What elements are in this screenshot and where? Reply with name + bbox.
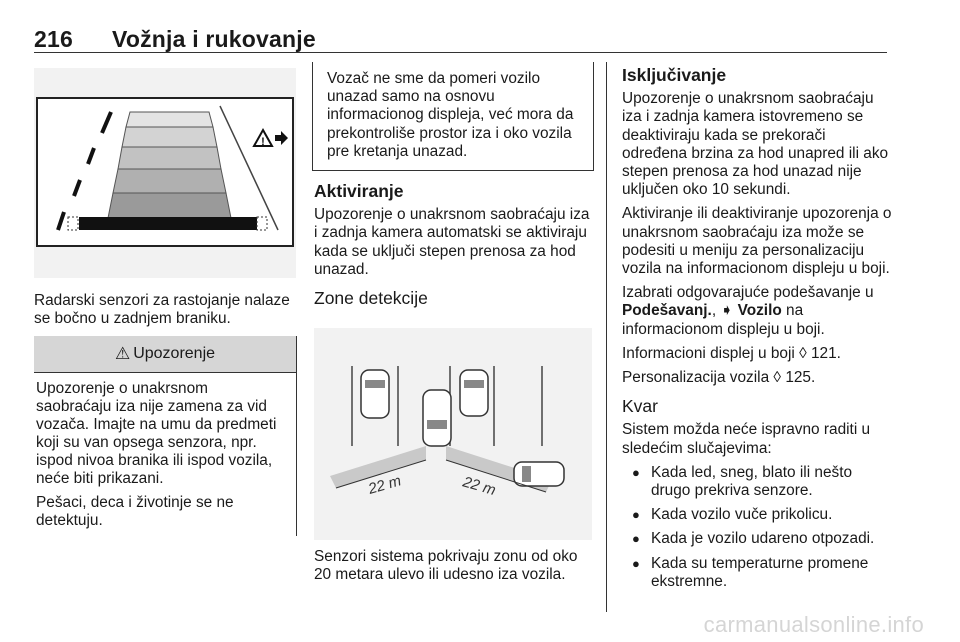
notice-box: [312, 62, 594, 171]
rear-camera-display-figure: [34, 68, 296, 278]
warning-triangle-icon: ⚠: [114, 344, 131, 363]
watermark: carmanualsonline.info: [703, 612, 924, 637]
distance-label-left: 22 m: [366, 472, 404, 498]
menu-item-vozilo: Vozilo: [737, 302, 782, 320]
menu-item-podesavanja: Podešavanj.: [622, 302, 712, 320]
detection-zones-figure: [314, 328, 592, 540]
menu-arrow-icon: ➧: [720, 302, 734, 320]
section-heading-zone: Zone detekcije: [314, 288, 428, 309]
iskljucivanje-text: Upozorenje o unakrsnom saobraćaju iza i zadnja kamera istovremeno se deaktiviraju kada se prekorači određena brzina za hod unapred ili ako stepen prenosa za hod unazad nije uključen oko 10 sekundi.: [622, 90, 889, 199]
detection-zones-illustration: [314, 328, 592, 540]
section-heading-aktiviranje: Aktiviranje: [314, 181, 404, 201]
rear-camera-display-illustration: [34, 68, 296, 278]
warning-box: [34, 336, 297, 536]
header-rule: [34, 52, 887, 53]
iskljucivanje-menu-path: Izabrati odgovarajuće podešavanje u Podešavanj., ➧ Vozilo na informacionom displeju u boji.: [622, 284, 874, 338]
distance-label-right: 22 m: [460, 473, 498, 500]
warning-paragraph: Pešaci, deca i životinje se ne detektuju.: [36, 494, 234, 529]
list-item: ● Kada su temperaturne promene ekstremne.: [622, 555, 892, 591]
kvar-list: [622, 464, 892, 591]
figure1-caption: Radarski senzori za rastojanje nalaze se bočno u zadnjem braniku.: [34, 292, 290, 327]
section-heading-iskljucivanje: Isključivanje: [622, 65, 727, 85]
list-item: ● Kada led, sneg, blato ili nešto drugo prekriva senzore.: [622, 464, 892, 500]
column-divider: [606, 62, 607, 612]
list-item: ● Kada vozilo vuče prikolicu.: [622, 506, 892, 524]
chapter-title: Vožnja i rukovanje: [112, 26, 316, 52]
aktiviranje-text: Upozorenje o unakrsnom saobraćaju iza i zadnja kamera automatski se aktiviraju kada se uključi stepen prenosa za hod unazad.: [314, 206, 590, 278]
iskljucivanje-text: Aktiviranje ili deaktiviranje upozorenja o unakrsnom saobraćaju iza može se podesiti u meniju za personalizaciju vozila na informacionom displeju u boji.: [622, 205, 892, 278]
reference-icon: ◊: [773, 369, 782, 387]
warning-title: Upozorenje: [133, 345, 216, 362]
reference-icon: ◊: [799, 344, 807, 362]
warning-paragraph: Upozorenje o unakrsnom saobraćaju iza nije zamena za vid vozača. Imajte na umu da predmeti koji su van opsega senzora, npr. ispod nivoa branika ili ispod vozila, neće biti prikazani.: [36, 380, 277, 487]
kvar-intro: Sistem možda neće ispravno raditi u sledećim slučajevima:: [622, 421, 871, 457]
notice-text: Vozač ne sme da pomeri vozilo unazad samo na osnovu informacionog displeja, već mora da prekontroliše prostor iza i oko vozila pre kretanja unazad.: [327, 70, 574, 160]
svg-text:!: !: [261, 136, 265, 148]
list-item: ● Kada je vozilo udareno otpozadi.: [622, 530, 892, 548]
section-heading-kvar: Kvar: [622, 396, 658, 417]
page-header: [34, 26, 316, 53]
page-number: 216: [34, 26, 73, 52]
right-column: [622, 66, 892, 597]
figure2-caption: Senzori sistema pokrivaju zonu od oko 20 metara ulevo ili udesno iza vozila.: [314, 548, 578, 583]
cross-reference: Informacioni displej u boji ◊ 121.: [622, 344, 841, 362]
middle-column: [314, 182, 596, 313]
cross-reference: Personalizacija vozila ◊ 125.: [622, 369, 816, 387]
warning-title-bar: [34, 336, 296, 373]
